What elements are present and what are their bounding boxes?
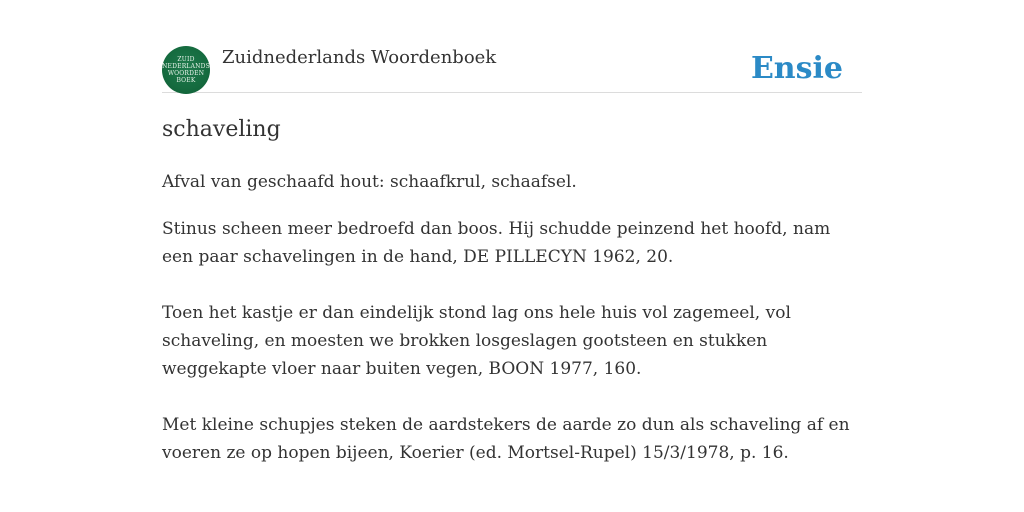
logo-line: BOEK [176, 77, 196, 84]
logo-line: NEDERLANDS [162, 63, 210, 70]
entry-quote: Stinus scheen meer bedroefd dan boos. Hij schudde peinzend het hoofd, nam een paar schavelingen in de hand, DE PILLECYN 1962, 20. [162, 219, 831, 267]
source-dictionary-link[interactable]: Zuidnederlands Woordenboek [222, 47, 497, 68]
entry-quote: Toen het kastje er dan eindelijk stond lag ons hele huis vol zagemeel, vol schaveling, en moesten we brokken losgeslagen gootsteen en stukken weggekapte vloer naar buiten vegen, BOON 1977, 160. [162, 303, 791, 379]
entry-definition: Afval van geschaafd hout: schaafkrul, schaafsel. [162, 172, 577, 192]
header [162, 0, 862, 93]
logo-line: WOORDEN [167, 70, 205, 77]
dictionary-logo[interactable] [162, 46, 210, 94]
ensie-brand-logo[interactable]: Ensie [750, 51, 843, 86]
page-container [162, 0, 862, 463]
entry-headword: schaveling [162, 117, 281, 142]
logo-line: ZUID [177, 56, 195, 63]
entry-quote: Met kleine schupjes steken de aardstekers de aarde zo dun als schaveling af en voeren ze op hopen bijeen, Koerier (ed. Mortsel-Rupel) 15/3/1978, p. 16. [162, 415, 850, 463]
